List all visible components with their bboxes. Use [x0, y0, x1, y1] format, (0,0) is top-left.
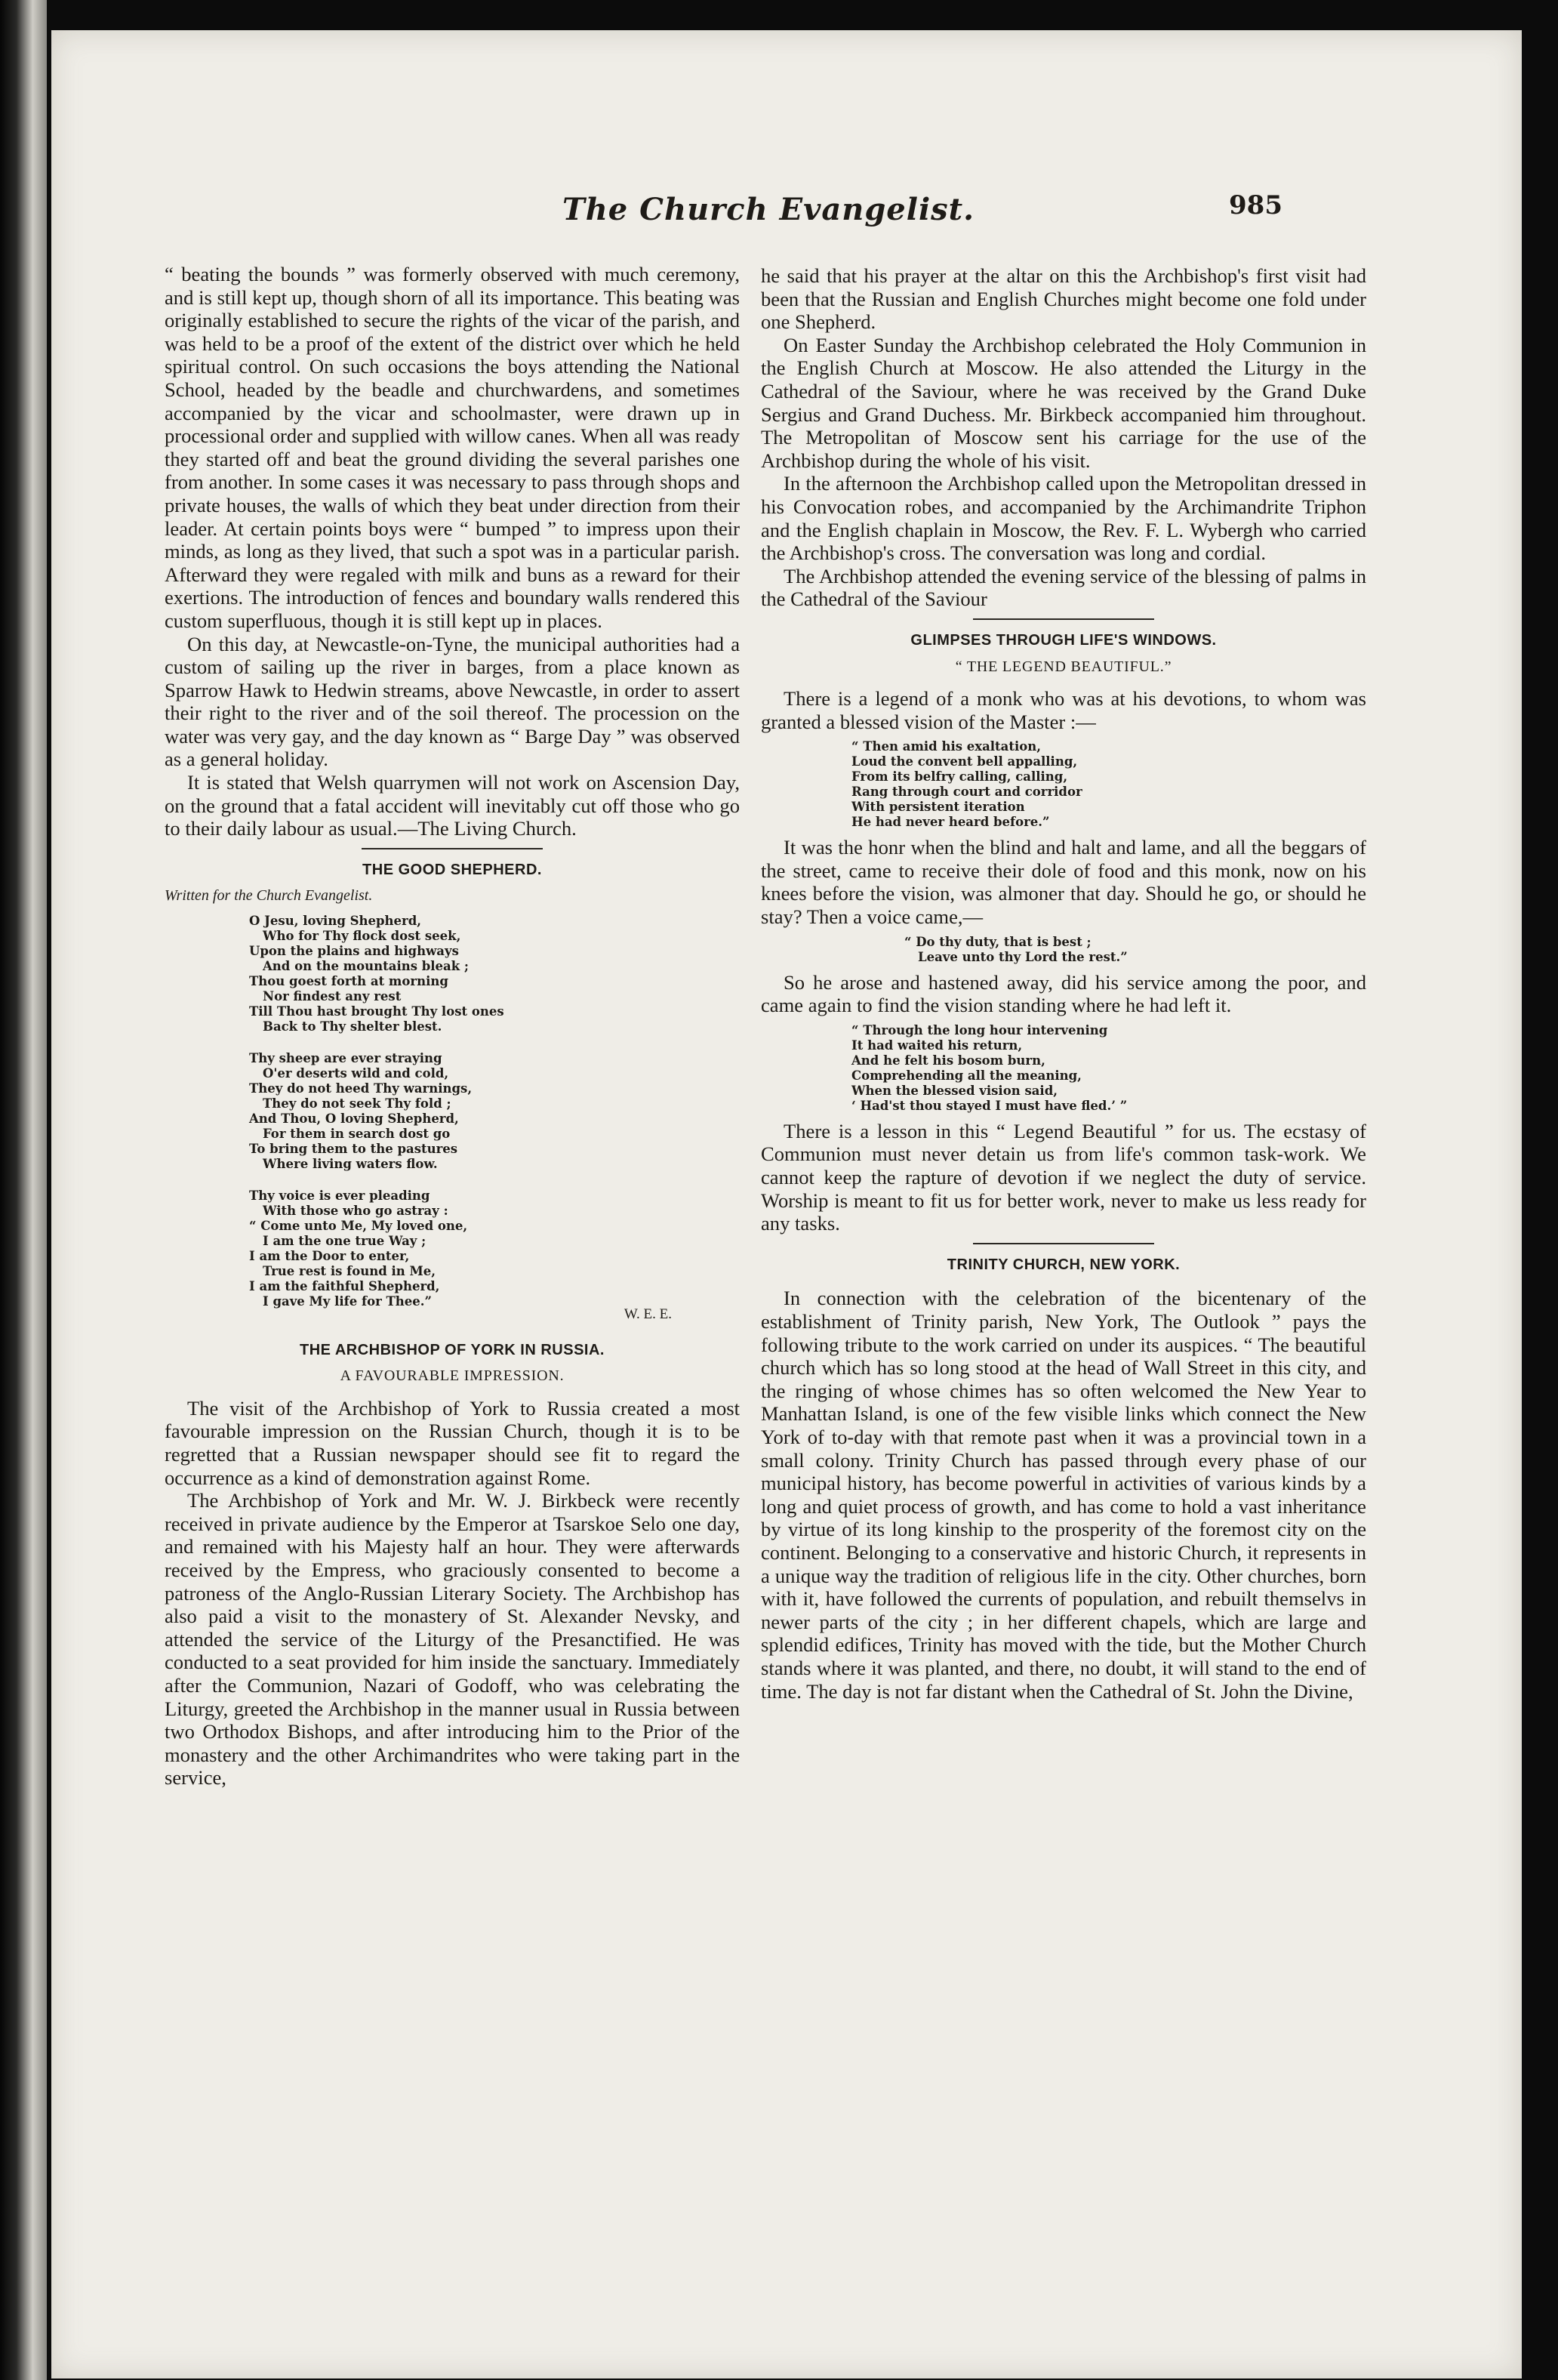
verse-line: “ Through the long hour intervening: [851, 1022, 1108, 1037]
poem-stanza: [249, 1051, 740, 1172]
book-gutter: [0, 0, 47, 2380]
archbishop-subheading: A FAVOURABLE IMPRESSION.: [340, 1367, 565, 1385]
right-column: [761, 264, 1366, 1703]
poem-byline: Written for the Church Evangelist.: [165, 887, 373, 905]
glimpses-heading: GLIMPSES THROUGH LIFE'S WINDOWS.: [910, 631, 1217, 649]
poem-line: O'er deserts wild and cold,: [263, 1066, 449, 1081]
left-column: [165, 263, 740, 1790]
trinity-heading: TRINITY CHURCH, NEW YORK.: [947, 1256, 1181, 1273]
glimpses-paragraph: There is a legend of a monk who was at his devotions, to whom was granted a blessed vision of the Master :—: [761, 687, 1366, 733]
legend-verse: [851, 1023, 1366, 1114]
legend-verse: [851, 739, 1366, 830]
archbishop-paragraph: The Archbishop of York and Mr. W. J. Birkbeck were recently received in private audience by the Emperor at Tsarskoe Selo one day, and remained with his Majesty half an hour. They were afterwards received by the Empress, who graciously consented to become a patroness of the Anglo-Russian Literary Society. The Archbishop has also paid a visit to the monastery of St. Alexander Nevsky, and attended the service of the Liturgy of the Presanctified. He was conducted to a seat provided for him inside the sanctuary. Immediately after the Communion, Nazari of Godoff, who was celebrating the Liturgy, greeted the Archbishop in the manner usual in Russia between two Orthodox Bishops, and after introducing him to the Prior of the monastery and the other Archimandrites who were taking part in the service,: [165, 1489, 740, 1790]
magazine-page: [51, 30, 1522, 2378]
glimpses-paragraph: It was the honr when the blind and halt and lame, and all the beggars of the street, came to receive their dole of food and this monk, now on his knees before the vision, was almoner that day. Should he go, or should he stay? Then a voice came,—: [761, 836, 1366, 929]
ascension-day-paragraph: It is stated that Welsh quarrymen will not work on Ascension Day, on the ground that a fatal accident will inevitably cut off those who go to their daily labour as usual.—The Living Church.: [165, 771, 740, 840]
archbishop-continued-paragraph: The Archbishop attended the evening service of the blessing of palms in the Cathedral of the Saviour: [761, 564, 1366, 611]
page-header: [51, 174, 1522, 242]
archbishop-continued-paragraph: he said that his prayer at the altar on this the Archbishop's first visit had been that the Russian and English Churches might become one fold under one Shepherd.: [761, 264, 1366, 334]
poem-line: I am the faithful Shepherd,: [249, 1279, 440, 1294]
poem-line: Thy voice is ever pleading: [249, 1188, 430, 1204]
poem-line: O Jesu, loving Shepherd,: [249, 914, 422, 929]
glimpses-paragraph: So he arose and hastened away, did his service among the poor, and came again to find the vision standing where he had left it.: [761, 970, 1366, 1017]
glimpses-paragraph: There is a lesson in this “ Legend Beautiful ” for us. The ecstasy of Communion must never detain us from life's common task-work. We cannot keep the rapture of devotion if we neglect the duty of service. Worship is meant to fit us for better work, never to make us less ready for any tasks.: [761, 1119, 1366, 1235]
verse-line: From its belfry calling, calling,: [851, 769, 1068, 785]
poem-line: And on the mountains bleak ;: [263, 959, 470, 974]
poem-line: I gave My life for Thee.”: [263, 1294, 433, 1309]
poem-line: For them in search dost go: [263, 1127, 451, 1142]
poem-stanza: [249, 914, 740, 1034]
archbishop-heading: THE ARCHBISHOP OF YORK IN RUSSIA.: [300, 1341, 605, 1358]
verse-line: With persistent iteration: [851, 800, 1025, 815]
page-number: 985: [1229, 190, 1282, 220]
poem-line: Till Thou hast brought Thy lost ones: [249, 1004, 504, 1019]
poem-line: Thy sheep are ever straying: [249, 1051, 442, 1066]
beating-bounds-paragraph: “ beating the bounds ” was formerly observed with much ceremony, and is still kept up, though shorn of all its importance. This beating was originally established to secure the rights of the vicar of the parish, and was held to be a proof of the extent of the district over which he held spiritual control. On such occasions the boys attending the National School, headed by the beadle and churchwardens, and sometimes accompanied by the vicar and schoolmaster, were drawn up in processional order and supplied with willow canes. When all was ready they started off and beat the ground dividing the several parishes one from another. In some cases it was necessary to pass through shops and private houses, the walls of which they beat under direction from their leader. At certain points boys were “ bumped ” to impress upon their minds, as long as they lived, that such a spot was in a particular parish. Afterward they were regaled with milk and buns as a reward for their exertions. The introduction of fences and boundary walls rendered this custom superfluous, though it is still kept up in places.: [165, 263, 740, 632]
archbishop-paragraph: The visit of the Archbishop of York to Russia created a most favourable impression on the Russian Church, though it is to be regretted that a Russian newspaper should see fit to regard the occurrence as a kind of demonstration against Rome.: [165, 1396, 740, 1489]
poem-signature: W. E. E.: [624, 1306, 672, 1323]
verse-line: And he felt his bosom burn,: [851, 1053, 1045, 1068]
verse-line: He had never heard before.”: [851, 815, 1050, 830]
poem-line: Nor findest any rest: [263, 989, 402, 1004]
section-divider: [362, 848, 543, 849]
poem-line: With those who go astray :: [263, 1204, 448, 1219]
verse-line: Loud the convent bell appalling,: [851, 754, 1078, 769]
poem-line: Upon the plains and highways: [249, 944, 459, 959]
archbishop-continued-paragraph: In the afternoon the Archbishop called upon the Metropolitan dressed in his Convocation robes, and accompanied by the Archimandrite Triphon and the English chaplain in Moscow, the Rev. F. L. Wybergh who carried the Archbishop's cross. The conversation was long and cordial.: [761, 472, 1366, 565]
verse-line: ‘ Had'st thou stayed I must have fled.’ ”: [851, 1098, 1128, 1113]
poem-line: Who for Thy flock dost seek,: [263, 929, 461, 944]
verse-line: Comprehending all the meaning,: [851, 1068, 1082, 1083]
poem-line: I am the Door to enter,: [249, 1249, 410, 1264]
poem-line: Where living waters flow.: [263, 1157, 438, 1172]
glimpses-subheading: “ THE LEGEND BEAUTIFUL.”: [955, 658, 1172, 675]
poem-line: They do not heed Thy warnings,: [249, 1081, 473, 1096]
section-divider: [973, 618, 1154, 620]
poem-line: I am the one true Way ;: [263, 1234, 426, 1249]
verse-line: Leave unto thy Lord the rest.”: [918, 949, 1128, 964]
poem-line: “ Come unto Me, My loved one,: [249, 1219, 468, 1234]
publication-title: The Church Evangelist.: [562, 192, 975, 227]
verse-line: “ Then amid his exaltation,: [851, 739, 1041, 754]
legend-verse: [904, 935, 1366, 965]
poem-line: Thou goest forth at morning: [249, 974, 448, 989]
poem-stanza: [249, 1188, 740, 1309]
good-shepherd-heading: THE GOOD SHEPHERD.: [362, 861, 542, 878]
poem-line: And Thou, O loving Shepherd,: [249, 1111, 459, 1127]
poem-line: They do not seek Thy fold ;: [263, 1096, 451, 1111]
trinity-paragraph: In connection with the celebration of the bicentenary of the establishment of Trinity parish, New York, The Outlook ” pays the following tribute to the work carried on under its auspices. “ The beautiful church which has so long stood at the head of Wall Street in this city, and the ringing of whose chimes has so often welcomed the New Year to Manhattan Island, is one of the few visible links which connect the New York of to-day with that remote past when it was a provincial town in a small colony. Trinity Church has passed through every phase of our municipal history, has become powerful in activities of various kinds by a long and quiet process of growth, and has come to hold a vast inheritance by virtue of its long kinship to the prosperity of the foremost city on the continent. Belonging to a conservative and historic Church, it represents in a unique way the tradition of religious life in the city. Other churches, born with it, have followed the currents of population, and rebuilt themselvs in newer parts of the city ; in her different chapels, which are large and splendid edifices, Trinity has moved with the tide, but the Mother Church stands where it was planted, and there, no doubt, it will stand to the end of time. The day is not far distant when the Cathedral of St. John the Divine,: [761, 1287, 1366, 1703]
archbishop-continued-paragraph: On Easter Sunday the Archbishop celebrated the Holy Communion in the English Church at Moscow. He also attended the Liturgy in the Cathedral of the Saviour, where he was received by the Grand Duke Sergius and Grand Duchess. Mr. Birkbeck accompanied him throughout. The Metropolitan of Moscow sent his carriage for the use of the Archbishop during the whole of his visit.: [761, 333, 1366, 472]
barge-day-paragraph: On this day, at Newcastle-on-Tyne, the municipal authorities had a custom of sailing up the river in barges, from a place known as Sparrow Hawk to Hedwin streams, above Newcastle, in order to assert their right to the river and of the soil thereof. The procession on the water was very gay, and the day known as “ Barge Day ” was observed as a general holiday.: [165, 632, 740, 771]
verse-line: “ Do thy duty, that is best ;: [904, 934, 1092, 949]
section-divider: [973, 1243, 1154, 1244]
poem-line: Back to Thy shelter blest.: [263, 1019, 442, 1034]
verse-line: Rang through court and corridor: [851, 785, 1082, 800]
poem-line: True rest is found in Me,: [263, 1264, 436, 1279]
good-shepherd-poem: [249, 914, 740, 1309]
verse-line: It had waited his return,: [851, 1037, 1023, 1053]
poem-line: To bring them to the pastures: [249, 1142, 458, 1157]
verse-line: When the blessed vision said,: [851, 1083, 1058, 1098]
